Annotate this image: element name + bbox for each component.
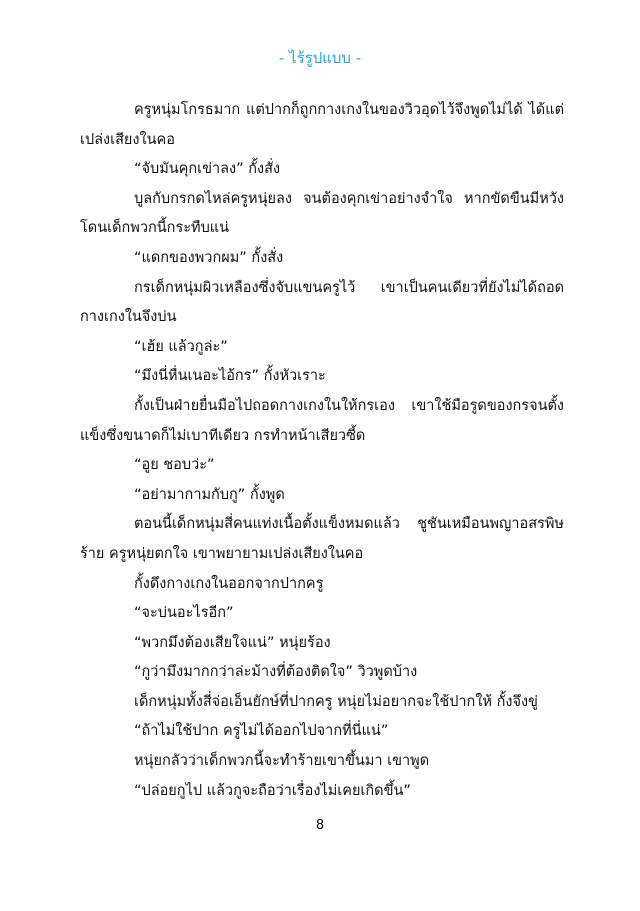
paragraph: “ปล่อยกูไป แล้วกูจะถือว่าเรื่องไม่เคยเกิดขึ้น” bbox=[134, 782, 411, 799]
paragraph: หนุ่ยกลัวว่าเด็กพวกนี้จะทำร้ายเขาขึ้นมา เขาพูด bbox=[134, 753, 430, 770]
paragraph: กั้งดึงกางเกงในออกจากปากครู bbox=[134, 575, 324, 592]
paragraph: “ถ้าไม่ใช้ปาก ครูไม่ได้ออกไปจากที่นี่แน่” bbox=[134, 723, 389, 740]
paragraph: กรเด็กหนุ่มผิวเหลืองซึ่งจับแขนครูไว้ เขาเป็นคนเดียวที่ยังไม่ได้ถอดกางเกงในจึงบ่น bbox=[80, 279, 564, 326]
paragraph: “กูว่ามึงมากกว่าล่ะม้างที่ต้องติดใจ” วิวพูดบ้าง bbox=[134, 664, 418, 681]
paragraph: ครูหนุ่มโกรธมาก แต่ปากก็ถูกกางเกงในของวิวอุดไว้จึงพูดไม่ได้ ได้แต่เปล่งเสียงในคอ bbox=[80, 102, 564, 148]
paragraph: “อูย ชอบว่ะ” bbox=[134, 457, 215, 474]
paragraph: กั้งเป็นฝ่ายยื่นมือไปถอดกางเกงในให้กรเอง เขาใช้มือรูดของกรจนตั้งแข็งซึ่งขนาดก็ไม่เบาทีเดียว กรทำหน้าเสียวซี้ด bbox=[80, 397, 564, 444]
page-number: 8 bbox=[315, 818, 325, 833]
paragraph: “เฮ้ย แล้วกูล่ะ” bbox=[134, 338, 228, 355]
paragraph: “จับมันคุกเข่าลง” กั้งสั่ง bbox=[134, 161, 281, 178]
body-text bbox=[80, 96, 564, 806]
paragraph: เด็กหนุ่มทั้งสี่จ่อเอ็นยักษ์ที่ปากครู หนุ่ยไม่อยากจะใช้ปากให้ กั้งจึงขู่ bbox=[134, 693, 538, 710]
paragraph: บูลกับกรกดไหล่ครูหนุ่ยลง จนต้องคุกเข่าอย่างจำใจ หากขัดขืนมีหวังโดนเด็กพวกนี้กระทืบแน่ bbox=[80, 190, 564, 237]
paragraph: “พวกมึงต้องเสียใจแน่” หนุ่ยร้อง bbox=[134, 634, 331, 651]
paragraph: ตอนนี้เด็กหนุ่มสี่คนแท่งเนื้อตั้งแข็งหมดแล้ว ชูชันเหมือนพญาอสรพิษร้าย ครูหนุ่ยตกใจ เขาพยายามเปล่งเสียงในคอ bbox=[80, 516, 564, 562]
paragraph: “จะบ่นอะไรอีก” bbox=[134, 605, 234, 622]
paragraph: “แดกของพวกผม” กั้งสั่ง bbox=[134, 249, 284, 266]
paragraph: “มึงนี่หื่นเนอะไอ้กร” กั้งหัวเราะ bbox=[134, 368, 326, 385]
paragraph: “อย่ามากามกับกู” กั้งพูด bbox=[134, 486, 285, 503]
page-header-title: - ไร้รูปแบบ - bbox=[278, 49, 362, 67]
